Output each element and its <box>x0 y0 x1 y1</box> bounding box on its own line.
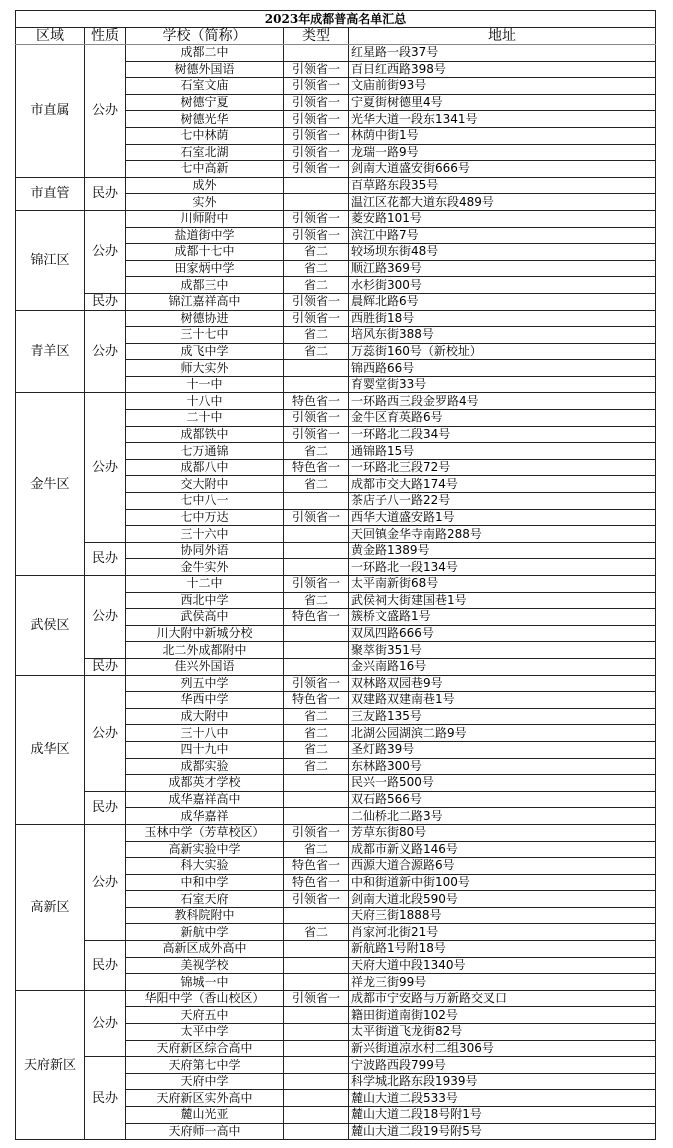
type-cell <box>284 775 349 792</box>
table-row <box>16 210 656 227</box>
school-cell: 十一中 <box>126 376 284 393</box>
type-cell: 特色省一 <box>284 459 349 476</box>
address-cell: 成都市宁安路与万新路交叉口 <box>349 990 656 1007</box>
school-cell: 玉林中学（芳草校区） <box>126 824 284 841</box>
address-cell: 菱安路101号 <box>349 210 656 227</box>
type-cell: 引领省一 <box>284 111 349 128</box>
address-cell: 金牛区育英路6号 <box>349 410 656 427</box>
school-cell: 交大附中 <box>126 476 284 493</box>
school-cell: 西北中学 <box>126 592 284 609</box>
type-cell <box>284 1007 349 1024</box>
type-cell <box>284 642 349 659</box>
school-cell: 七万通锦 <box>126 443 284 460</box>
table-row <box>16 576 656 593</box>
school-cell: 三十八中 <box>126 725 284 742</box>
type-cell: 引领省一 <box>284 410 349 427</box>
table-row <box>16 1057 656 1074</box>
school-cell: 华西中学 <box>126 692 284 709</box>
region-cell: 锦江区 <box>16 210 85 310</box>
header-row <box>16 28 656 45</box>
type-cell: 引领省一 <box>284 94 349 111</box>
school-list-table <box>15 10 656 1140</box>
table-row <box>16 791 656 808</box>
address-cell: 新航路1号附18号 <box>349 941 656 958</box>
type-cell: 特色省一 <box>284 874 349 891</box>
type-cell: 引领省一 <box>284 576 349 593</box>
address-cell: 一环路北一段134号 <box>349 559 656 576</box>
address-cell: 双石路566号 <box>349 791 656 808</box>
nature-cell: 公办 <box>85 675 126 791</box>
type-cell <box>284 1123 349 1140</box>
school-cell: 天府新区实外高中 <box>126 1090 284 1107</box>
school-cell: 成华嘉祥高中 <box>126 791 284 808</box>
type-cell: 省二 <box>284 592 349 609</box>
address-cell: 百草路东段35号 <box>349 177 656 194</box>
school-cell: 美视学校 <box>126 957 284 974</box>
school-cell: 师大实外 <box>126 360 284 377</box>
school-cell: 十八中 <box>126 393 284 410</box>
address-cell: 剑南大道北段590号 <box>349 891 656 908</box>
school-cell: 天府第七中学 <box>126 1057 284 1074</box>
type-cell: 引领省一 <box>284 675 349 692</box>
nature-cell: 公办 <box>85 990 126 1056</box>
address-cell: 万蕊街160号（新校址） <box>349 343 656 360</box>
address-cell: 三友路135号 <box>349 708 656 725</box>
table-row <box>16 941 656 958</box>
region-cell: 高新区 <box>16 824 85 990</box>
school-cell: 二十中 <box>126 410 284 427</box>
nature-cell: 公办 <box>85 45 126 178</box>
school-cell: 武侯高中 <box>126 609 284 626</box>
nature-cell: 公办 <box>85 393 126 542</box>
type-cell <box>284 1040 349 1057</box>
type-cell: 省二 <box>284 260 349 277</box>
table-row <box>16 177 656 194</box>
address-cell: 林荫中街1号 <box>349 127 656 144</box>
type-cell <box>284 625 349 642</box>
address-cell: 东林路300号 <box>349 758 656 775</box>
type-cell <box>284 376 349 393</box>
type-cell: 特色省一 <box>284 692 349 709</box>
type-cell: 省二 <box>284 343 349 360</box>
nature-cell: 公办 <box>85 824 126 940</box>
type-cell <box>284 907 349 924</box>
type-cell: 引领省一 <box>284 210 349 227</box>
type-cell: 引领省一 <box>284 161 349 178</box>
school-cell: 高新实验中学 <box>126 841 284 858</box>
type-cell: 省二 <box>284 725 349 742</box>
address-cell: 麓山大道二段18号附1号 <box>349 1107 656 1124</box>
school-cell: 树德协进 <box>126 310 284 327</box>
school-cell: 石室文庙 <box>126 78 284 95</box>
header-region: 区域 <box>16 28 85 45</box>
school-cell: 成华嘉祥 <box>126 808 284 825</box>
school-cell: 北二外成都附中 <box>126 642 284 659</box>
type-cell: 引领省一 <box>284 61 349 78</box>
school-cell: 佳兴外国语 <box>126 658 284 675</box>
address-cell: 簇桥文盛路1号 <box>349 609 656 626</box>
school-cell: 天府师一高中 <box>126 1123 284 1140</box>
nature-cell: 民办 <box>85 177 126 210</box>
nature-cell: 公办 <box>85 310 126 393</box>
school-cell: 列五中学 <box>126 675 284 692</box>
address-cell: 一环路北三段72号 <box>349 459 656 476</box>
address-cell: 水杉街300号 <box>349 277 656 294</box>
type-cell <box>284 177 349 194</box>
address-cell: 百日红西路398号 <box>349 61 656 78</box>
address-cell: 成都市交大路174号 <box>349 476 656 493</box>
type-cell <box>284 1090 349 1107</box>
type-cell: 特色省一 <box>284 609 349 626</box>
school-cell: 成都铁中 <box>126 426 284 443</box>
address-cell: 成都市新义路146号 <box>349 841 656 858</box>
address-cell: 西源大道合源路6号 <box>349 858 656 875</box>
type-cell: 引领省一 <box>284 891 349 908</box>
school-cell: 锦江嘉祥高中 <box>126 293 284 310</box>
address-cell: 麓山大道二段19号附5号 <box>349 1123 656 1140</box>
school-cell: 石室天府 <box>126 891 284 908</box>
address-cell: 芳草东街80号 <box>349 824 656 841</box>
school-cell: 华阳中学（香山校区） <box>126 990 284 1007</box>
type-cell: 引领省一 <box>284 293 349 310</box>
school-cell: 成都三中 <box>126 277 284 294</box>
school-cell: 川大附中新城分校 <box>126 625 284 642</box>
address-cell: 麓山大道二段533号 <box>349 1090 656 1107</box>
school-cell: 川师附中 <box>126 210 284 227</box>
school-cell: 石室北湖 <box>126 144 284 161</box>
address-cell: 籍田街道南街102号 <box>349 1007 656 1024</box>
address-cell: 培风东街388号 <box>349 327 656 344</box>
address-cell: 顺江路369号 <box>349 260 656 277</box>
address-cell: 红星路一段37号 <box>349 45 656 62</box>
address-cell: 民兴一路500号 <box>349 775 656 792</box>
type-cell: 引领省一 <box>284 990 349 1007</box>
school-cell: 盐道街中学 <box>126 227 284 244</box>
address-cell: 文庙前街93号 <box>349 78 656 95</box>
address-cell: 肖家河北街21号 <box>349 924 656 941</box>
school-cell: 成大附中 <box>126 708 284 725</box>
school-cell: 高新区成外高中 <box>126 941 284 958</box>
nature-cell: 公办 <box>85 576 126 659</box>
type-cell: 省二 <box>284 277 349 294</box>
region-cell: 天府新区 <box>16 990 85 1139</box>
school-cell: 三十六中 <box>126 526 284 543</box>
address-cell: 光华大道一段东1341号 <box>349 111 656 128</box>
type-cell: 引领省一 <box>284 78 349 95</box>
table-row <box>16 675 656 692</box>
address-cell: 茶店子八一路22号 <box>349 493 656 510</box>
address-cell: 西胜街18号 <box>349 310 656 327</box>
table-row <box>16 45 656 62</box>
header-type: 类型 <box>284 28 349 45</box>
address-cell: 滨江中路7号 <box>349 227 656 244</box>
school-cell: 成外 <box>126 177 284 194</box>
type-cell <box>284 493 349 510</box>
school-cell: 成都八中 <box>126 459 284 476</box>
school-cell: 协同外语 <box>126 542 284 559</box>
region-cell: 金牛区 <box>16 393 85 576</box>
address-cell: 太平街道飞龙街82号 <box>349 1024 656 1041</box>
type-cell: 引领省一 <box>284 310 349 327</box>
address-cell: 科学城北路东段1939号 <box>349 1073 656 1090</box>
address-cell: 宁夏街树德里4号 <box>349 94 656 111</box>
address-cell: 晨辉北路6号 <box>349 293 656 310</box>
nature-cell: 民办 <box>85 542 126 575</box>
table-row <box>16 658 656 675</box>
address-cell: 二仙桥北二路3号 <box>349 808 656 825</box>
school-cell: 十二中 <box>126 576 284 593</box>
nature-cell: 公办 <box>85 210 126 293</box>
region-cell: 市直属 <box>16 45 85 178</box>
school-cell: 成都英才学校 <box>126 775 284 792</box>
type-cell <box>284 526 349 543</box>
type-cell <box>284 1107 349 1124</box>
nature-cell: 民办 <box>85 1057 126 1140</box>
table-row <box>16 824 656 841</box>
type-cell: 省二 <box>284 841 349 858</box>
type-cell: 省二 <box>284 327 349 344</box>
type-cell <box>284 957 349 974</box>
region-cell: 青羊区 <box>16 310 85 393</box>
nature-cell: 民办 <box>85 293 126 310</box>
type-cell: 省二 <box>284 924 349 941</box>
school-cell: 三十七中 <box>126 327 284 344</box>
type-cell <box>284 974 349 991</box>
title-row <box>16 11 656 28</box>
nature-cell: 民办 <box>85 791 126 824</box>
address-cell: 新兴街道凉水村二组306号 <box>349 1040 656 1057</box>
address-cell: 黄金路1389号 <box>349 542 656 559</box>
school-cell: 教科院附中 <box>126 907 284 924</box>
type-cell: 引领省一 <box>284 227 349 244</box>
table-row <box>16 393 656 410</box>
region-cell: 市直管 <box>16 177 85 210</box>
school-cell: 七中八一 <box>126 493 284 510</box>
school-cell: 新航中学 <box>126 924 284 941</box>
address-cell: 双建路双建南巷1号 <box>349 692 656 709</box>
address-cell: 双凤四路666号 <box>349 625 656 642</box>
school-cell: 四十九中 <box>126 741 284 758</box>
address-cell: 天府大道中段1340号 <box>349 957 656 974</box>
type-cell: 省二 <box>284 708 349 725</box>
header-nature: 性质 <box>85 28 126 45</box>
address-cell: 育婴堂街33号 <box>349 376 656 393</box>
type-cell: 引领省一 <box>284 426 349 443</box>
school-cell: 成都实验 <box>126 758 284 775</box>
type-cell: 引领省一 <box>284 824 349 841</box>
type-cell: 特色省一 <box>284 858 349 875</box>
address-cell: 剑南大道盛安街666号 <box>349 161 656 178</box>
school-cell: 太平中学 <box>126 1024 284 1041</box>
school-cell: 田家炳中学 <box>126 260 284 277</box>
school-cell: 树德光华 <box>126 111 284 128</box>
address-cell: 宁波路西段799号 <box>349 1057 656 1074</box>
address-cell: 较场坝东街48号 <box>349 244 656 261</box>
type-cell <box>284 194 349 211</box>
school-cell: 成飞中学 <box>126 343 284 360</box>
table-row <box>16 310 656 327</box>
address-cell: 中和街道新中街100号 <box>349 874 656 891</box>
address-cell: 金兴南路16号 <box>349 658 656 675</box>
school-cell: 锦城一中 <box>126 974 284 991</box>
type-cell <box>284 941 349 958</box>
region-cell: 成华区 <box>16 675 85 824</box>
type-cell: 引领省一 <box>284 127 349 144</box>
type-cell: 特色省一 <box>284 393 349 410</box>
school-cell: 科大实验 <box>126 858 284 875</box>
address-cell: 北湖公园湖滨二路9号 <box>349 725 656 742</box>
address-cell: 一环路北二段34号 <box>349 426 656 443</box>
school-cell: 七中高新 <box>126 161 284 178</box>
type-cell <box>284 658 349 675</box>
type-cell <box>284 45 349 62</box>
address-cell: 圣灯路39号 <box>349 741 656 758</box>
school-cell: 七中林荫 <box>126 127 284 144</box>
address-cell: 通锦路15号 <box>349 443 656 460</box>
address-cell: 一环路西三段金罗路4号 <box>349 393 656 410</box>
school-cell: 树德外国语 <box>126 61 284 78</box>
school-cell: 七中万达 <box>126 509 284 526</box>
school-cell: 成都二中 <box>126 45 284 62</box>
address-cell: 双林路双园巷9号 <box>349 675 656 692</box>
type-cell: 省二 <box>284 443 349 460</box>
nature-cell: 民办 <box>85 941 126 991</box>
header-address: 地址 <box>349 28 656 45</box>
school-cell: 树德宁夏 <box>126 94 284 111</box>
address-cell: 天府三街1888号 <box>349 907 656 924</box>
nature-cell: 民办 <box>85 658 126 675</box>
address-cell: 太平南新街68号 <box>349 576 656 593</box>
school-cell: 天府新区综合高中 <box>126 1040 284 1057</box>
type-cell: 省二 <box>284 476 349 493</box>
school-cell: 金牛实外 <box>126 559 284 576</box>
header-school: 学校（简称） <box>126 28 284 45</box>
table-row <box>16 293 656 310</box>
type-cell <box>284 791 349 808</box>
sheet-title: 2023年成都普高名单汇总 <box>16 11 656 28</box>
address-cell: 温江区花都大道东段489号 <box>349 194 656 211</box>
address-cell: 武侯祠大街建国巷1号 <box>349 592 656 609</box>
type-cell <box>284 1073 349 1090</box>
type-cell: 省二 <box>284 758 349 775</box>
region-cell: 武侯区 <box>16 576 85 676</box>
school-cell: 成都十七中 <box>126 244 284 261</box>
school-cell: 天府中学 <box>126 1073 284 1090</box>
type-cell <box>284 1057 349 1074</box>
type-cell <box>284 542 349 559</box>
address-cell: 聚萃街351号 <box>349 642 656 659</box>
school-cell: 中和中学 <box>126 874 284 891</box>
table-row <box>16 990 656 1007</box>
school-cell: 天府五中 <box>126 1007 284 1024</box>
school-cell: 实外 <box>126 194 284 211</box>
type-cell: 引领省一 <box>284 144 349 161</box>
address-cell: 龙瑞一路9号 <box>349 144 656 161</box>
address-cell: 西华大道盛安路1号 <box>349 509 656 526</box>
type-cell <box>284 1024 349 1041</box>
school-cell: 麓山光亚 <box>126 1107 284 1124</box>
type-cell <box>284 559 349 576</box>
address-cell: 锦西路66号 <box>349 360 656 377</box>
table-row <box>16 542 656 559</box>
address-cell: 天回镇金华寺南路288号 <box>349 526 656 543</box>
type-cell: 省二 <box>284 244 349 261</box>
type-cell <box>284 808 349 825</box>
type-cell: 省二 <box>284 741 349 758</box>
type-cell <box>284 360 349 377</box>
address-cell: 祥龙三街99号 <box>349 974 656 991</box>
type-cell: 引领省一 <box>284 509 349 526</box>
